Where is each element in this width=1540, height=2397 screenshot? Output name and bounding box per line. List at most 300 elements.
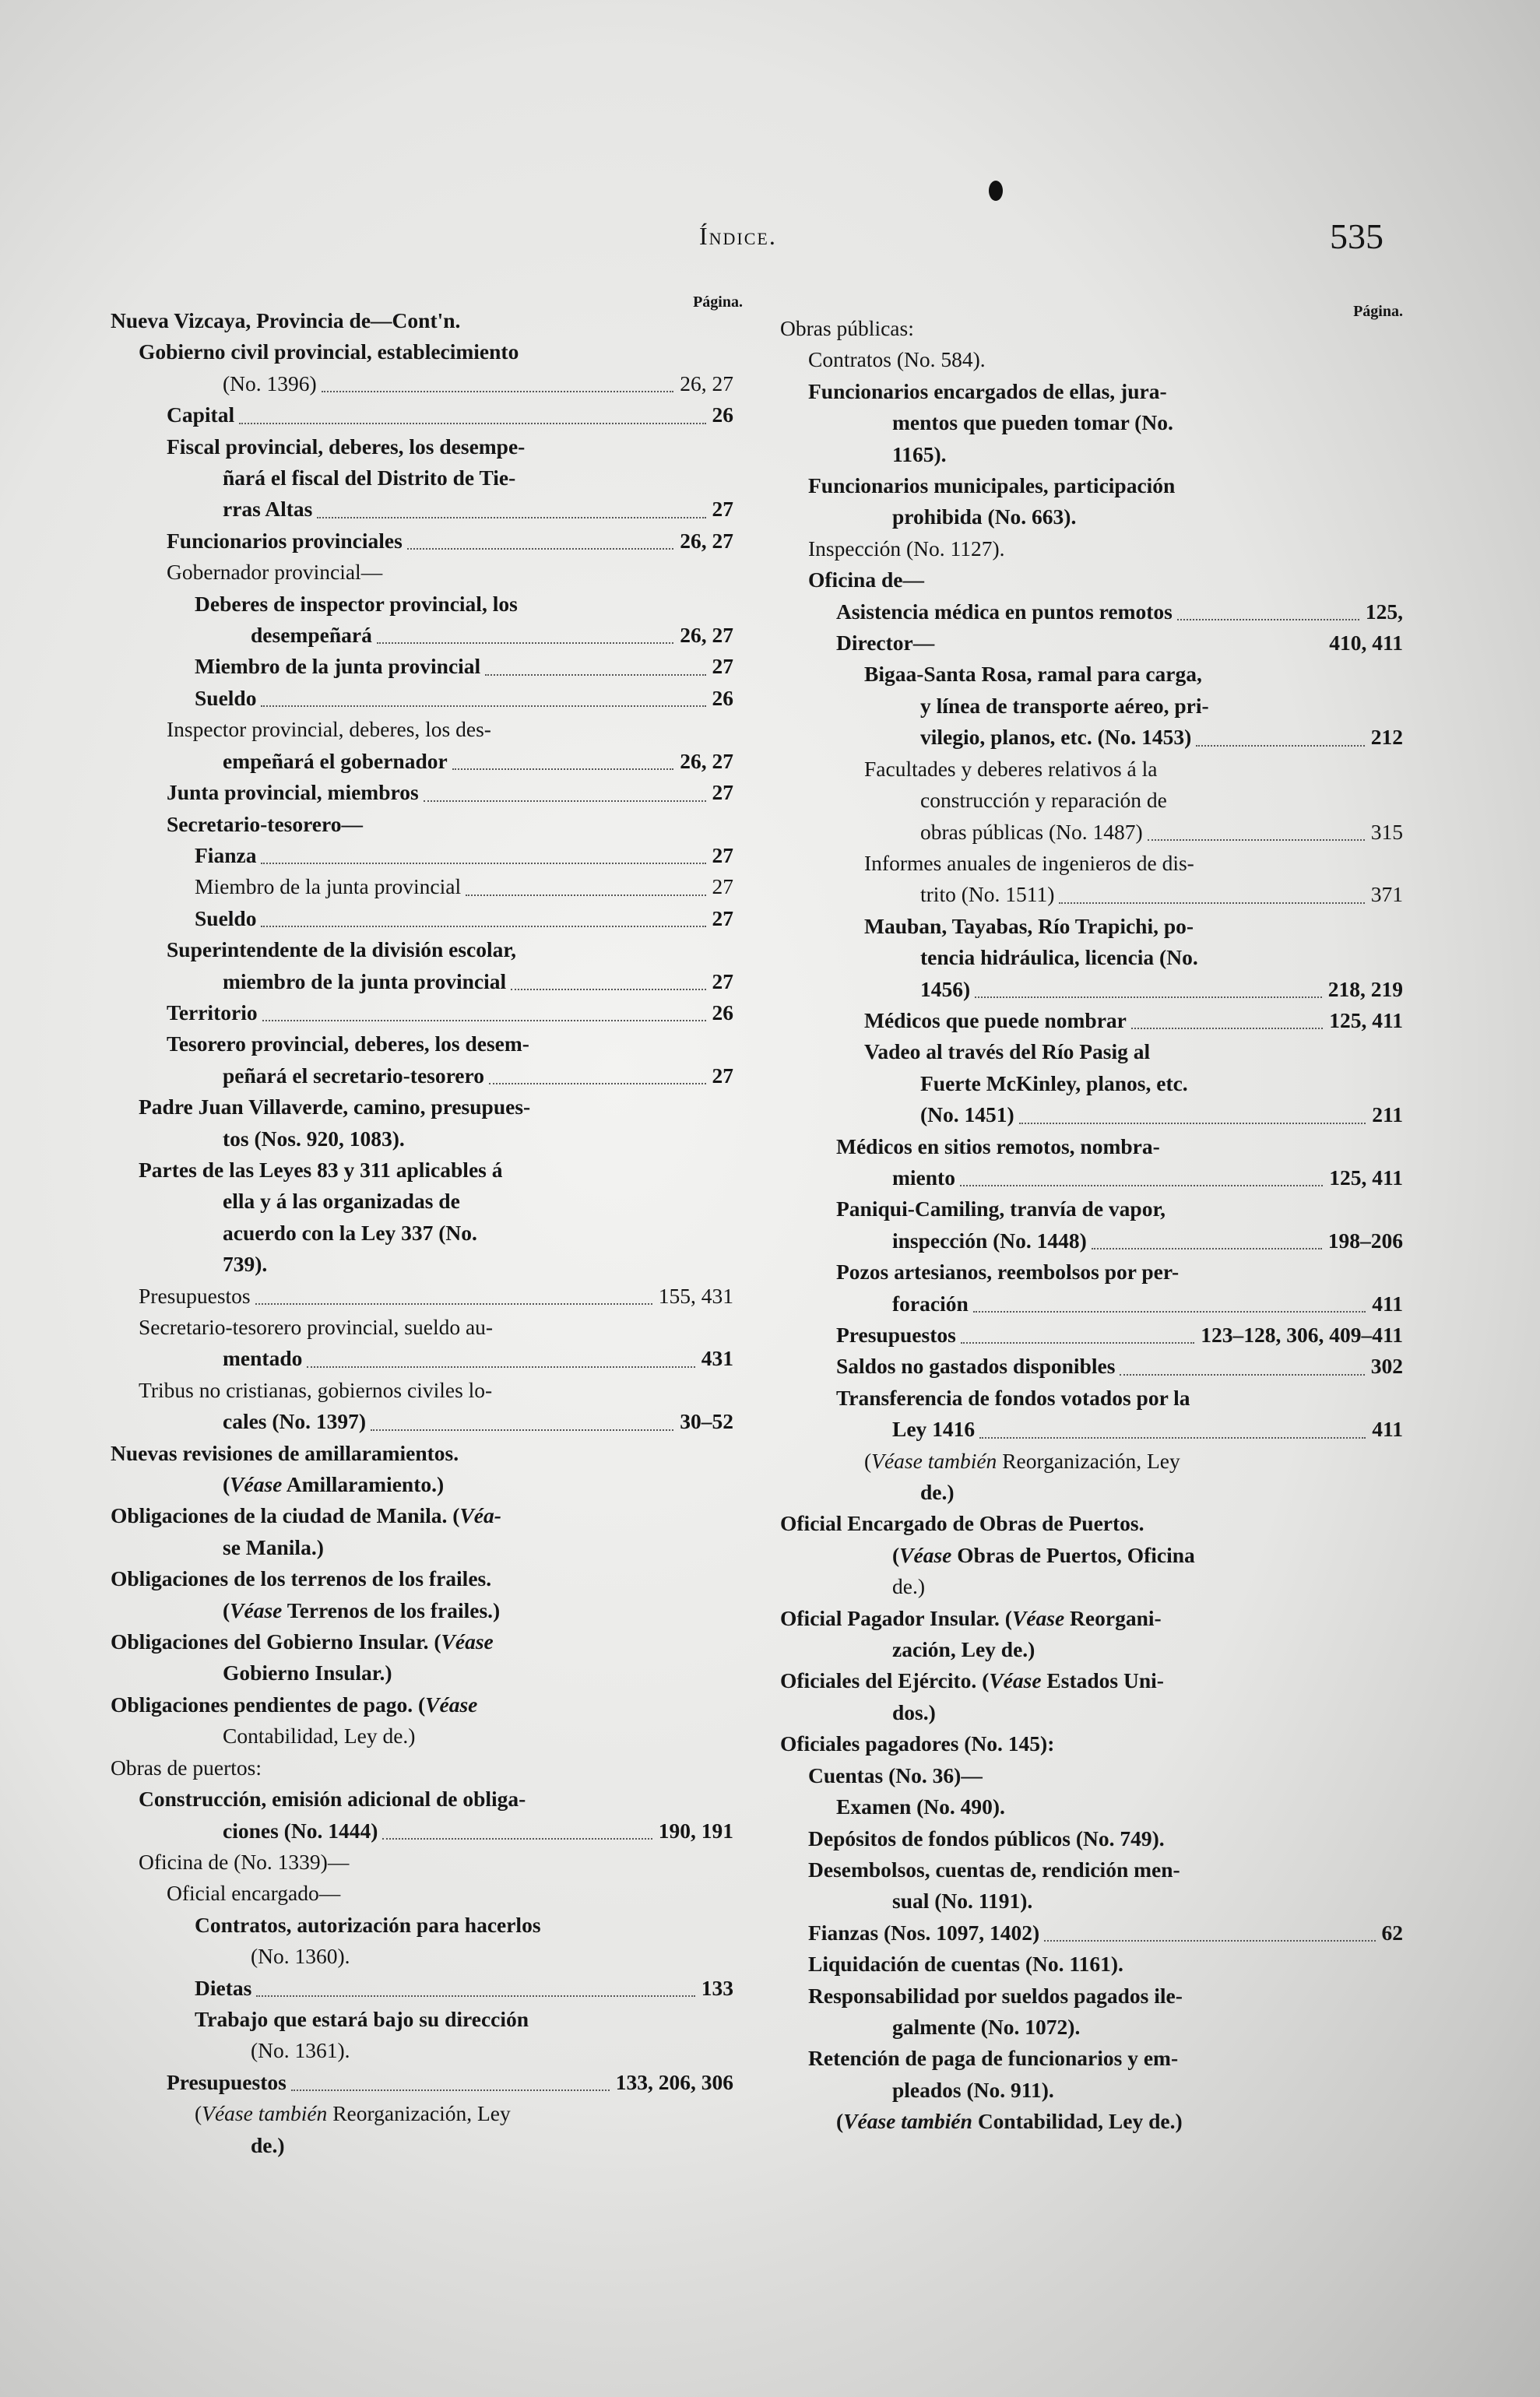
entry-text: acuerdo con la Ley 337 (No. — [223, 1220, 477, 1245]
index-entry — [780, 691, 1403, 722]
index-entry — [780, 1256, 1403, 1288]
index-entry — [780, 1068, 1403, 1099]
index-entry — [780, 1193, 1403, 1225]
index-entry — [780, 879, 1403, 910]
index-entry — [780, 1131, 1403, 1162]
entry-text: Construcción, emisión adicional de obliga- — [139, 1787, 526, 1812]
index-entry — [780, 1383, 1403, 1414]
entry-text: Obligaciones de los terrenos de los frailes. — [111, 1566, 492, 1591]
dot-leader — [466, 894, 705, 896]
index-entry — [780, 1854, 1403, 1886]
dot-leader — [1044, 1940, 1375, 1942]
entry-text: Gobierno Insular.) — [223, 1661, 392, 1685]
index-entry — [780, 1320, 1403, 1351]
entry-text: Médicos que puede nombrar — [864, 1007, 1127, 1032]
entry-text: ñará el fiscal del Distrito de Tie- — [223, 466, 516, 490]
index-entry — [780, 533, 1403, 564]
index-entry — [111, 305, 733, 336]
index-entry — [780, 1099, 1403, 1130]
index-entry — [780, 1540, 1403, 1571]
dot-leader — [371, 1429, 673, 1431]
entry-text: (No. 1451) — [920, 1102, 1014, 1127]
entry-page-ref: 27 — [712, 842, 733, 867]
entry-text: foración — [892, 1291, 969, 1316]
index-entry — [780, 1981, 1403, 2012]
index-entry — [780, 911, 1403, 942]
index-entry — [780, 1225, 1403, 1256]
entry-text: ciones (No. 1444) — [223, 1818, 378, 1843]
index-entry — [111, 1312, 733, 1343]
entry-text: construcción y reparación de — [920, 788, 1167, 813]
index-entry — [780, 2043, 1403, 2074]
index-entry — [111, 777, 733, 808]
index-entry — [780, 785, 1403, 816]
entry-page-ref: 125, 411 — [1329, 1165, 1403, 1190]
index-entry — [780, 1634, 1403, 1665]
dot-leader — [1019, 1123, 1366, 1124]
dot-leader — [1196, 745, 1364, 747]
entry-text: miento — [892, 1165, 955, 1190]
entry-text: Presupuestos — [139, 1283, 251, 1308]
index-entry — [780, 1446, 1403, 1477]
index-entry — [111, 1689, 733, 1720]
entry-text: Ley 1416 — [892, 1417, 976, 1442]
entry-text: Funcionarios provinciales — [167, 528, 403, 553]
ink-blot — [989, 181, 1003, 201]
entry-text: Vadeo al través del Río Pasig al — [864, 1039, 1151, 1064]
index-entry — [780, 376, 1403, 407]
entry-text: 1165). — [892, 441, 947, 466]
entry-text: tencia hidráulica, licencia (No. — [920, 945, 1198, 970]
entry-text: cales (No. 1397) — [223, 1409, 367, 1434]
entry-text: Contratos (No. 584). — [808, 347, 986, 372]
dot-leader — [317, 517, 705, 518]
entry-text: Funcionarios municipales, participación — [808, 473, 1176, 498]
entry-text: pleados (No. 911). — [892, 2077, 1054, 2102]
index-entry — [780, 2012, 1403, 2043]
index-entry — [780, 313, 1403, 344]
entry-text: Facultades y deberes relativos á la — [864, 756, 1158, 781]
index-entry — [780, 2075, 1403, 2106]
entry-text: mentos que pueden tomar (No. — [892, 410, 1173, 435]
index-entry — [780, 754, 1403, 785]
right-entries — [780, 313, 1403, 2138]
index-entry — [111, 1973, 733, 2004]
entry-page-ref: 125, — [1365, 599, 1403, 624]
index-entry — [111, 525, 733, 557]
index-entry — [111, 620, 733, 651]
dot-leader — [322, 391, 674, 392]
entry-text: Territorio — [167, 1000, 258, 1025]
index-entry — [780, 1603, 1403, 1634]
index-entry — [111, 1438, 733, 1469]
entry-text: Fianzas (Nos. 1097, 1402) — [808, 1920, 1040, 1945]
index-entry — [111, 1218, 733, 1249]
entry-text: Saldos no gastados disponibles — [836, 1354, 1116, 1379]
dot-leader — [424, 800, 706, 802]
entry-text: (Véase Terrenos de los frailes.) — [223, 1597, 501, 1622]
entry-page-ref: 411 — [1372, 1417, 1403, 1442]
entry-text: (Véase también Contabilidad, Ley de.) — [836, 2109, 1183, 2134]
index-entry — [111, 1123, 733, 1155]
index-entry — [780, 407, 1403, 438]
entry-text: Oficial Pagador Insular. (Véase Reorgani- — [780, 1605, 1162, 1630]
index-entry — [111, 871, 733, 902]
entry-text: Fuerte McKinley, planos, etc. — [920, 1070, 1188, 1095]
index-entry — [111, 651, 733, 682]
entry-text: Oficial Encargado de Obras de Puertos. — [780, 1511, 1144, 1536]
index-entry — [780, 596, 1403, 627]
index-entry — [780, 1760, 1403, 1791]
dot-leader — [961, 1342, 1194, 1344]
entry-text: (Véase también Reorganización, Ley — [864, 1448, 1180, 1473]
entry-text: dos.) — [892, 1699, 936, 1724]
index-entry — [780, 1414, 1403, 1445]
index-entry — [111, 1626, 733, 1657]
index-entry — [111, 1375, 733, 1406]
entry-text: Capital — [167, 402, 235, 427]
entry-text: Bigaa-Santa Rosa, ramal para carga, — [864, 662, 1202, 687]
entry-page-ref: 26, 27 — [680, 528, 733, 553]
dot-leader — [377, 642, 673, 644]
entry-text: de.) — [920, 1480, 955, 1505]
entry-text: se Manila.) — [223, 1534, 324, 1559]
entry-text: Examen (No. 490). — [836, 1794, 1005, 1819]
index-entry — [780, 722, 1403, 753]
index-entry — [111, 714, 733, 745]
dot-leader — [1148, 839, 1365, 841]
index-entry — [780, 501, 1403, 532]
index-entry — [111, 903, 733, 934]
index-entry — [780, 344, 1403, 375]
entry-page-ref: 211 — [1372, 1102, 1403, 1127]
entry-page-ref: 302 — [1370, 1354, 1403, 1379]
entry-text: Fiscal provincial, deberes, los desempe- — [167, 434, 526, 459]
index-entry — [780, 1697, 1403, 1728]
index-entry — [780, 439, 1403, 470]
index-entry — [111, 557, 733, 588]
index-entry — [111, 1091, 733, 1123]
index-entry — [111, 746, 733, 777]
entry-text: Oficiales pagadores (No. 145): — [780, 1731, 1055, 1756]
index-entry — [111, 934, 733, 965]
entry-text: Tesorero provincial, deberes, los desem- — [167, 1032, 529, 1056]
entry-text: miembro de la junta provincial — [223, 968, 507, 993]
entry-text: Director— — [836, 631, 935, 655]
index-entry — [111, 589, 733, 620]
entry-text: Sueldo — [195, 685, 257, 710]
entry-page-ref: 190, 191 — [658, 1818, 733, 1843]
entry-text: (No. 1396) — [223, 371, 317, 395]
entry-page-ref: 26, 27 — [680, 371, 733, 395]
entry-page-ref: 212 — [1370, 725, 1403, 750]
entry-text: prohibida (No. 663). — [892, 504, 1077, 529]
pagina-label: Página. — [1353, 303, 1403, 320]
index-entry — [111, 2067, 733, 2098]
entry-text: Trabajo que estará bajo su dirección — [195, 2006, 529, 2031]
entry-text: Contabilidad, Ley de.) — [223, 1724, 416, 1749]
entry-page-ref: 62 — [1381, 1920, 1403, 1945]
index-entry — [780, 1162, 1403, 1193]
entry-text: Fianza — [195, 842, 257, 867]
entry-text: desempeñará — [251, 623, 372, 648]
dot-leader — [511, 989, 705, 990]
dot-leader — [382, 1838, 652, 1840]
entry-text: Pozos artesianos, reembolsos por per- — [836, 1260, 1180, 1285]
entry-text: Nueva Vizcaya, Provincia de—Cont'n. — [111, 308, 461, 332]
index-entry — [780, 564, 1403, 596]
index-entry — [780, 627, 1403, 659]
entry-text: Oficial encargado— — [167, 1881, 341, 1906]
entry-page-ref: 26 — [712, 685, 733, 710]
entry-text: mentado — [223, 1346, 303, 1371]
index-entry — [111, 1281, 733, 1312]
index-entry — [780, 1949, 1403, 1980]
entry-text: Cuentas (No. 36)— — [808, 1763, 983, 1787]
entry-page-ref: 431 — [701, 1346, 733, 1371]
index-entry — [111, 1910, 733, 1941]
entry-text: Depósitos de fondos públicos (No. 749). — [808, 1826, 1165, 1850]
dot-leader — [261, 705, 705, 707]
entry-text: peñará el secretario-tesorero — [223, 1063, 484, 1088]
entry-text: Miembro de la junta provincial — [195, 654, 481, 679]
index-entry — [111, 1563, 733, 1594]
entry-text: galmente (No. 1072). — [892, 2014, 1081, 2039]
index-entry — [111, 966, 733, 997]
entry-page-ref: 27 — [712, 497, 733, 522]
entry-page-ref: 411 — [1372, 1291, 1403, 1316]
dot-leader — [255, 1303, 652, 1305]
entry-text: Inspector provincial, deberes, los des- — [167, 717, 491, 742]
index-entry — [780, 817, 1403, 848]
index-entry — [111, 1847, 733, 1878]
entry-text: Contratos, autorización para hacerlos — [195, 1912, 541, 1937]
entry-text: y línea de transporte aéreo, pri- — [920, 693, 1209, 718]
entry-text: Inspección (No. 1127). — [808, 536, 1005, 561]
entry-text: Transferencia de fondos votados por la — [836, 1385, 1190, 1410]
entry-text: vilegio, planos, etc. (No. 1453) — [920, 725, 1192, 750]
index-entry — [780, 1823, 1403, 1854]
index-entry — [780, 470, 1403, 501]
index-entry — [780, 974, 1403, 1005]
entry-text: Gobernador provincial— — [167, 560, 383, 585]
dot-leader — [307, 1366, 694, 1368]
entry-page-ref: 30–52 — [680, 1409, 733, 1434]
dot-leader — [1120, 1374, 1364, 1376]
index-entry — [111, 2035, 733, 2066]
dot-leader — [407, 548, 673, 550]
entry-text: Padre Juan Villaverde, camino, presupues- — [139, 1095, 531, 1119]
dot-leader — [256, 1995, 694, 1997]
pagina-label: Página. — [693, 293, 743, 311]
index-entry — [780, 1036, 1403, 1067]
entry-text: Presupuestos — [167, 2069, 287, 2094]
entry-page-ref: 26, 27 — [680, 623, 733, 648]
entry-text: Presupuestos — [836, 1323, 956, 1347]
index-entry — [780, 1917, 1403, 1949]
dot-leader — [261, 863, 705, 864]
index-entry — [111, 494, 733, 525]
entry-text: Responsabilidad por sueldos pagados ile- — [808, 1983, 1183, 2008]
entry-page-ref: 125, 411 — [1329, 1007, 1403, 1032]
dot-leader — [485, 674, 705, 676]
entry-page-ref: 26, 27 — [680, 748, 733, 773]
entry-text: zación, Ley de.) — [892, 1637, 1035, 1662]
entry-text: Junta provincial, miembros — [167, 780, 419, 805]
entry-text: Desembolsos, cuentas de, rendición men- — [808, 1857, 1180, 1882]
index-entry — [780, 1728, 1403, 1759]
entry-page-ref: 26 — [712, 1000, 733, 1025]
index-entry — [111, 1752, 733, 1784]
page-number: 535 — [1330, 216, 1384, 256]
entry-text: Funcionarios encargados de ellas, jura- — [808, 378, 1167, 403]
index-entry — [111, 1500, 733, 1531]
entry-text: de.) — [892, 1574, 925, 1599]
entry-text: Oficiales del Ejército. (Véase Estados Uni- — [780, 1668, 1164, 1693]
index-entry — [111, 2130, 733, 2161]
dot-leader — [1177, 619, 1359, 620]
index-entry — [111, 2098, 733, 2129]
entry-text: ella y á las organizadas de — [223, 1189, 460, 1214]
entry-text: Obligaciones de la ciudad de Manila. (Véa- — [111, 1503, 501, 1528]
dot-leader — [291, 2089, 610, 2091]
index-entry — [111, 1406, 733, 1437]
index-entry — [111, 1815, 733, 1847]
entry-page-ref: 133, 206, 306 — [615, 2069, 733, 2094]
dot-leader — [261, 926, 705, 927]
index-entry — [780, 1665, 1403, 1696]
dot-leader — [1059, 902, 1364, 904]
entry-text: (No. 1361). — [251, 2038, 350, 2063]
index-entry — [111, 431, 733, 462]
index-entry — [111, 997, 733, 1028]
entry-text: Deberes de inspector provincial, los — [195, 591, 518, 616]
entry-page-ref: 27 — [712, 780, 733, 805]
entry-text: Obligaciones pendientes de pago. (Véase — [111, 1692, 478, 1717]
entry-page-ref: 198–206 — [1327, 1228, 1403, 1253]
entry-text: Superintendente de la división escolar, — [167, 937, 516, 962]
entry-page-ref: 315 — [1370, 819, 1403, 844]
index-entry — [111, 683, 733, 714]
entry-text: (Véase Amillaramiento.) — [223, 1472, 445, 1497]
entry-text: de.) — [251, 2132, 285, 2157]
index-entry — [111, 809, 733, 840]
dot-leader — [452, 768, 674, 770]
index-entry — [780, 1477, 1403, 1508]
dot-leader — [239, 423, 705, 424]
entry-text: Paniqui-Camiling, tranvía de vapor, — [836, 1197, 1166, 1221]
running-head: Índice. — [699, 222, 777, 250]
entry-text: Obras públicas: — [780, 316, 914, 340]
entry-text: Liquidación de cuentas (No. 1161). — [808, 1952, 1123, 1977]
entry-text: Retención de paga de funcionarios y em- — [808, 2046, 1179, 2071]
dot-leader — [489, 1083, 706, 1084]
entry-text: obras públicas (No. 1487) — [920, 819, 1143, 844]
index-entry — [111, 1343, 733, 1374]
entry-page-ref: 26 — [712, 402, 733, 427]
entry-text: rras Altas — [223, 497, 313, 522]
index-entry — [780, 1508, 1403, 1539]
index-entry — [780, 2106, 1403, 2137]
page-header — [0, 216, 1540, 269]
dot-leader — [1131, 1028, 1323, 1029]
dot-leader — [960, 1185, 1323, 1186]
entry-text: Miembro de la junta provincial — [195, 874, 462, 899]
entry-text: Informes anuales de ingenieros de dis- — [864, 850, 1194, 875]
index-entry — [780, 1571, 1403, 1602]
entry-text: Obligaciones del Gobierno Insular. (Véase — [111, 1629, 494, 1654]
entry-page-ref: 27 — [712, 1063, 733, 1088]
entry-text: 739). — [223, 1252, 268, 1277]
entry-text: Sueldo — [195, 905, 257, 930]
index-entry — [780, 1288, 1403, 1320]
entry-text: Partes de las Leyes 83 y 311 aplicables á — [139, 1157, 503, 1182]
entry-page-ref: 218, 219 — [1327, 976, 1403, 1001]
entry-page-ref: 27 — [712, 905, 733, 930]
dot-leader — [979, 1437, 1366, 1439]
index-entry — [780, 1791, 1403, 1822]
entry-text: Médicos en sitios remotos, nombra- — [836, 1133, 1160, 1158]
index-entry — [111, 399, 733, 431]
index-entry — [111, 1028, 733, 1060]
entry-page-ref: 371 — [1370, 882, 1403, 907]
entry-text: (No. 1360). — [251, 1944, 350, 1969]
entry-page-ref: 27 — [712, 874, 733, 899]
index-entry — [780, 942, 1403, 973]
entry-text: Secretario-tesorero— — [167, 811, 363, 836]
entry-text: Asistencia médica en puntos remotos — [836, 599, 1173, 624]
entry-text: Dietas — [195, 1975, 252, 2000]
index-entry — [111, 1249, 733, 1280]
entry-text: empeñará el gobernador — [223, 748, 448, 773]
dot-leader — [975, 996, 1322, 998]
index-entry — [780, 1351, 1403, 1382]
index-entry — [111, 1532, 733, 1563]
index-entry — [111, 840, 733, 871]
index-entry — [111, 1186, 733, 1217]
index-entry — [111, 1155, 733, 1186]
index-entry — [111, 1595, 733, 1626]
dot-leader — [262, 1020, 706, 1021]
index-entry — [111, 1720, 733, 1752]
entry-text: Oficina de (No. 1339)— — [139, 1849, 350, 1874]
index-entry — [111, 462, 733, 494]
entry-text: inspección (No. 1448) — [892, 1228, 1087, 1253]
index-entry — [780, 1886, 1403, 1917]
entry-text: (Véase Obras de Puertos, Oficina — [892, 1542, 1195, 1567]
dot-leader — [1092, 1248, 1322, 1249]
entry-text: Nuevas revisiones de amillaramientos. — [111, 1440, 459, 1465]
entry-text: Oficina de— — [808, 568, 924, 592]
entry-text: Secretario-tesorero provincial, sueldo au- — [139, 1315, 494, 1339]
index-entry — [780, 848, 1403, 879]
entry-page-ref: 27 — [712, 654, 733, 679]
index-entry — [111, 336, 733, 367]
index-entry — [111, 368, 733, 399]
entry-page-ref: 410, 411 — [1329, 631, 1403, 655]
entry-text: trito (No. 1511) — [920, 882, 1055, 907]
dot-leader — [973, 1311, 1366, 1313]
entry-text: Gobierno civil provincial, establecimiento — [139, 339, 519, 364]
index-entry — [780, 1005, 1403, 1036]
entry-text: Obras de puertos: — [111, 1755, 262, 1780]
entry-page-ref: 27 — [712, 968, 733, 993]
entry-text: (Véase también Reorganización, Ley — [195, 2101, 511, 2126]
index-entry — [111, 1469, 733, 1500]
entry-page-ref: 133 — [701, 1975, 733, 2000]
left-entries — [111, 305, 733, 2161]
index-entry — [111, 2004, 733, 2035]
